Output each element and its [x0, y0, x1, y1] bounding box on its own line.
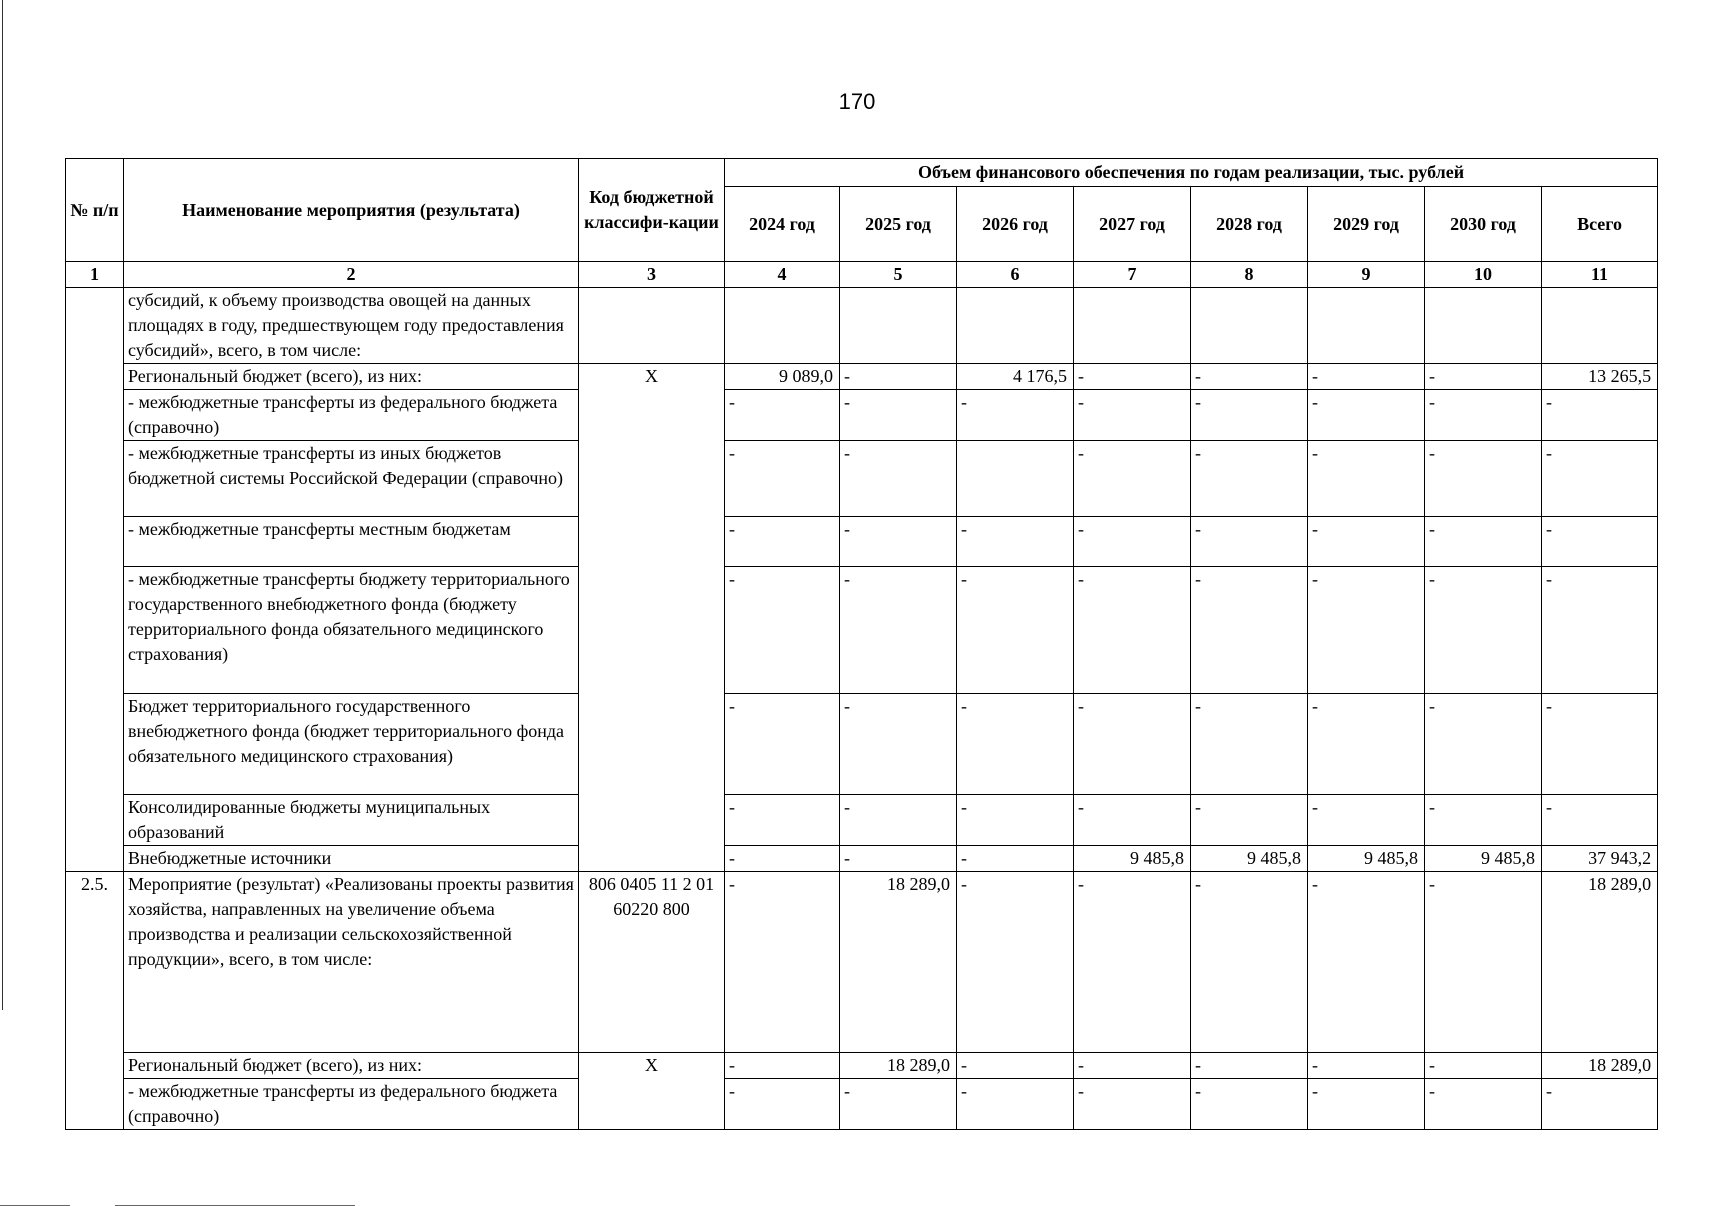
- column-number: 11: [1542, 262, 1658, 288]
- year-value: [1191, 288, 1308, 364]
- year-value: 18 289,0: [840, 872, 957, 1053]
- row-number: 2.5.: [66, 872, 124, 1130]
- year-value: -: [1074, 694, 1191, 795]
- activity-name: Региональный бюджет (всего), из них:: [124, 1053, 579, 1079]
- table-row: [66, 795, 1658, 846]
- table-row: [66, 846, 1658, 872]
- year-value: -: [1191, 567, 1308, 694]
- year-value: -: [840, 517, 957, 567]
- total-value: 37 943,2: [1542, 846, 1658, 872]
- column-number: 6: [957, 262, 1074, 288]
- activity-name: - межбюджетные трансферты из федерального бюджета (справочно): [124, 1079, 579, 1130]
- total-value: [1542, 288, 1658, 364]
- year-value: -: [1308, 1079, 1425, 1130]
- year-value: -: [1308, 795, 1425, 846]
- year-value: [1308, 288, 1425, 364]
- column-number: 2: [124, 262, 579, 288]
- column-number: 4: [725, 262, 840, 288]
- total-value: -: [1542, 694, 1658, 795]
- header-year: 2025 год: [840, 187, 957, 262]
- year-value: -: [1308, 567, 1425, 694]
- year-value: -: [1191, 517, 1308, 567]
- year-value: -: [840, 1079, 957, 1130]
- year-value: -: [725, 872, 840, 1053]
- year-value: -: [840, 390, 957, 441]
- year-value: [840, 288, 957, 364]
- year-value: -: [1191, 441, 1308, 517]
- year-value: -: [725, 517, 840, 567]
- year-value: -: [1425, 694, 1542, 795]
- year-value: -: [840, 441, 957, 517]
- year-value: -: [1191, 390, 1308, 441]
- year-value: 9 485,8: [1191, 846, 1308, 872]
- year-value: [957, 441, 1074, 517]
- activity-name: Бюджет территориального государственного внебюджетного фонда (бюджет территориального фонда обязательного медицинского страхования): [124, 694, 579, 795]
- year-value: -: [1074, 390, 1191, 441]
- table-row: [66, 288, 1658, 364]
- column-number: 8: [1191, 262, 1308, 288]
- header-name: Наименование мероприятия (результата): [124, 159, 579, 262]
- row-number: [66, 288, 124, 872]
- year-value: -: [725, 1079, 840, 1130]
- table-row: [66, 567, 1658, 694]
- activity-name: Консолидированные бюджеты муниципальных образований: [124, 795, 579, 846]
- year-value: -: [957, 517, 1074, 567]
- budget-code: Х: [579, 1053, 725, 1130]
- activity-name: - межбюджетные трансферты бюджету территориального государственного внебюджетного фонда (бюджету территориального фонда обязательного медицинского страхования): [124, 567, 579, 694]
- year-value: -: [1425, 1053, 1542, 1079]
- year-value: -: [1308, 1053, 1425, 1079]
- year-value: -: [1074, 364, 1191, 390]
- year-value: -: [1191, 694, 1308, 795]
- year-value: -: [840, 364, 957, 390]
- year-value: -: [840, 567, 957, 694]
- column-number: 9: [1308, 262, 1425, 288]
- year-value: -: [1425, 364, 1542, 390]
- activity-name: субсидий, к объему производства овощей на данных площадях в году, предшествующем году предоставления субсидий», всего, в том числе:: [124, 288, 579, 364]
- year-value: -: [725, 795, 840, 846]
- financing-table: [65, 158, 1658, 1130]
- year-value: -: [957, 567, 1074, 694]
- year-value: -: [1074, 517, 1191, 567]
- page-number: 170: [838, 89, 876, 114]
- table-row: [66, 364, 1658, 390]
- year-value: -: [1308, 694, 1425, 795]
- year-value: -: [957, 846, 1074, 872]
- activity-name: Региональный бюджет (всего), из них:: [124, 364, 579, 390]
- total-value: -: [1542, 1079, 1658, 1130]
- year-value: -: [1074, 1053, 1191, 1079]
- total-value: -: [1542, 795, 1658, 846]
- table-row: [66, 694, 1658, 795]
- header-year: 2030 год: [1425, 187, 1542, 262]
- table-row: [66, 441, 1658, 517]
- year-value: -: [1425, 517, 1542, 567]
- column-number: 1: [66, 262, 124, 288]
- table-row: [66, 517, 1658, 567]
- header-year: Всего: [1542, 187, 1658, 262]
- year-value: -: [1308, 390, 1425, 441]
- year-value: -: [957, 1079, 1074, 1130]
- year-value: [957, 288, 1074, 364]
- year-value: [1074, 288, 1191, 364]
- budget-code: Х: [579, 364, 725, 872]
- year-value: -: [840, 846, 957, 872]
- year-value: [1425, 288, 1542, 364]
- year-value: -: [1074, 567, 1191, 694]
- header-year: 2024 год: [725, 187, 840, 262]
- year-value: -: [1191, 1079, 1308, 1130]
- year-value: -: [725, 390, 840, 441]
- year-value: -: [957, 1053, 1074, 1079]
- header-year: 2028 год: [1191, 187, 1308, 262]
- total-value: -: [1542, 390, 1658, 441]
- year-value: 18 289,0: [840, 1053, 957, 1079]
- year-value: -: [725, 1053, 840, 1079]
- year-value: -: [725, 694, 840, 795]
- year-value: -: [1191, 1053, 1308, 1079]
- total-value: -: [1542, 441, 1658, 517]
- year-value: -: [1308, 872, 1425, 1053]
- year-value: -: [1074, 795, 1191, 846]
- year-value: -: [1308, 517, 1425, 567]
- year-value: -: [1191, 364, 1308, 390]
- year-value: -: [1308, 364, 1425, 390]
- year-value: -: [1191, 872, 1308, 1053]
- total-value: 18 289,0: [1542, 872, 1658, 1053]
- budget-code: [579, 288, 725, 364]
- year-value: 9 485,8: [1425, 846, 1542, 872]
- activity-name: Мероприятие (результат) «Реализованы проекты развития хозяйства, направленных на увеличение объема производства и реализации сельскохозяйственной продукции», всего, в том числе:: [124, 872, 579, 1053]
- year-value: -: [1074, 872, 1191, 1053]
- year-value: 9 485,8: [1308, 846, 1425, 872]
- total-value: -: [1542, 517, 1658, 567]
- total-value: 18 289,0: [1542, 1053, 1658, 1079]
- total-value: -: [1542, 567, 1658, 694]
- header-year: 2029 год: [1308, 187, 1425, 262]
- year-value: -: [725, 846, 840, 872]
- year-value: -: [1425, 795, 1542, 846]
- year-value: 9 485,8: [1074, 846, 1191, 872]
- table-row: [66, 1079, 1658, 1130]
- total-value: 13 265,5: [1542, 364, 1658, 390]
- page-left-edge: [2, 0, 3, 1010]
- year-value: -: [1308, 441, 1425, 517]
- year-value: -: [957, 795, 1074, 846]
- column-number: 3: [579, 262, 725, 288]
- year-value: -: [1074, 1079, 1191, 1130]
- year-value: -: [725, 567, 840, 694]
- activity-name: - межбюджетные трансферты из иных бюджетов бюджетной системы Российской Федерации (справочно): [124, 441, 579, 517]
- year-value: -: [957, 390, 1074, 441]
- year-value: [725, 288, 840, 364]
- table-row: [66, 1053, 1658, 1079]
- year-value: -: [840, 694, 957, 795]
- header-year: 2026 год: [957, 187, 1074, 262]
- activity-name: - межбюджетные трансферты из федерального бюджета (справочно): [124, 390, 579, 441]
- year-value: -: [1074, 441, 1191, 517]
- table-row: [66, 390, 1658, 441]
- header-code: Код бюджетной классифи-кации: [579, 159, 725, 262]
- budget-code: 806 0405 11 2 01 60220 800: [579, 872, 725, 1053]
- year-value: -: [1425, 567, 1542, 694]
- year-value: -: [1425, 872, 1542, 1053]
- activity-name: Внебюджетные источники: [124, 846, 579, 872]
- column-number: 5: [840, 262, 957, 288]
- header-funding: Объем финансового обеспечения по годам реализации, тыс. рублей: [725, 159, 1658, 187]
- column-number: 7: [1074, 262, 1191, 288]
- year-value: -: [1425, 1079, 1542, 1130]
- year-value: -: [1425, 441, 1542, 517]
- header-year: 2027 год: [1074, 187, 1191, 262]
- year-value: -: [840, 795, 957, 846]
- column-number: 10: [1425, 262, 1542, 288]
- year-value: -: [725, 441, 840, 517]
- header-num: № п/п: [66, 159, 124, 262]
- year-value: 4 176,5: [957, 364, 1074, 390]
- year-value: -: [1191, 795, 1308, 846]
- year-value: -: [957, 694, 1074, 795]
- year-value: 9 089,0: [725, 364, 840, 390]
- table-row: [66, 872, 1658, 1053]
- year-value: -: [957, 872, 1074, 1053]
- activity-name: - межбюджетные трансферты местным бюджетам: [124, 517, 579, 567]
- year-value: -: [1425, 390, 1542, 441]
